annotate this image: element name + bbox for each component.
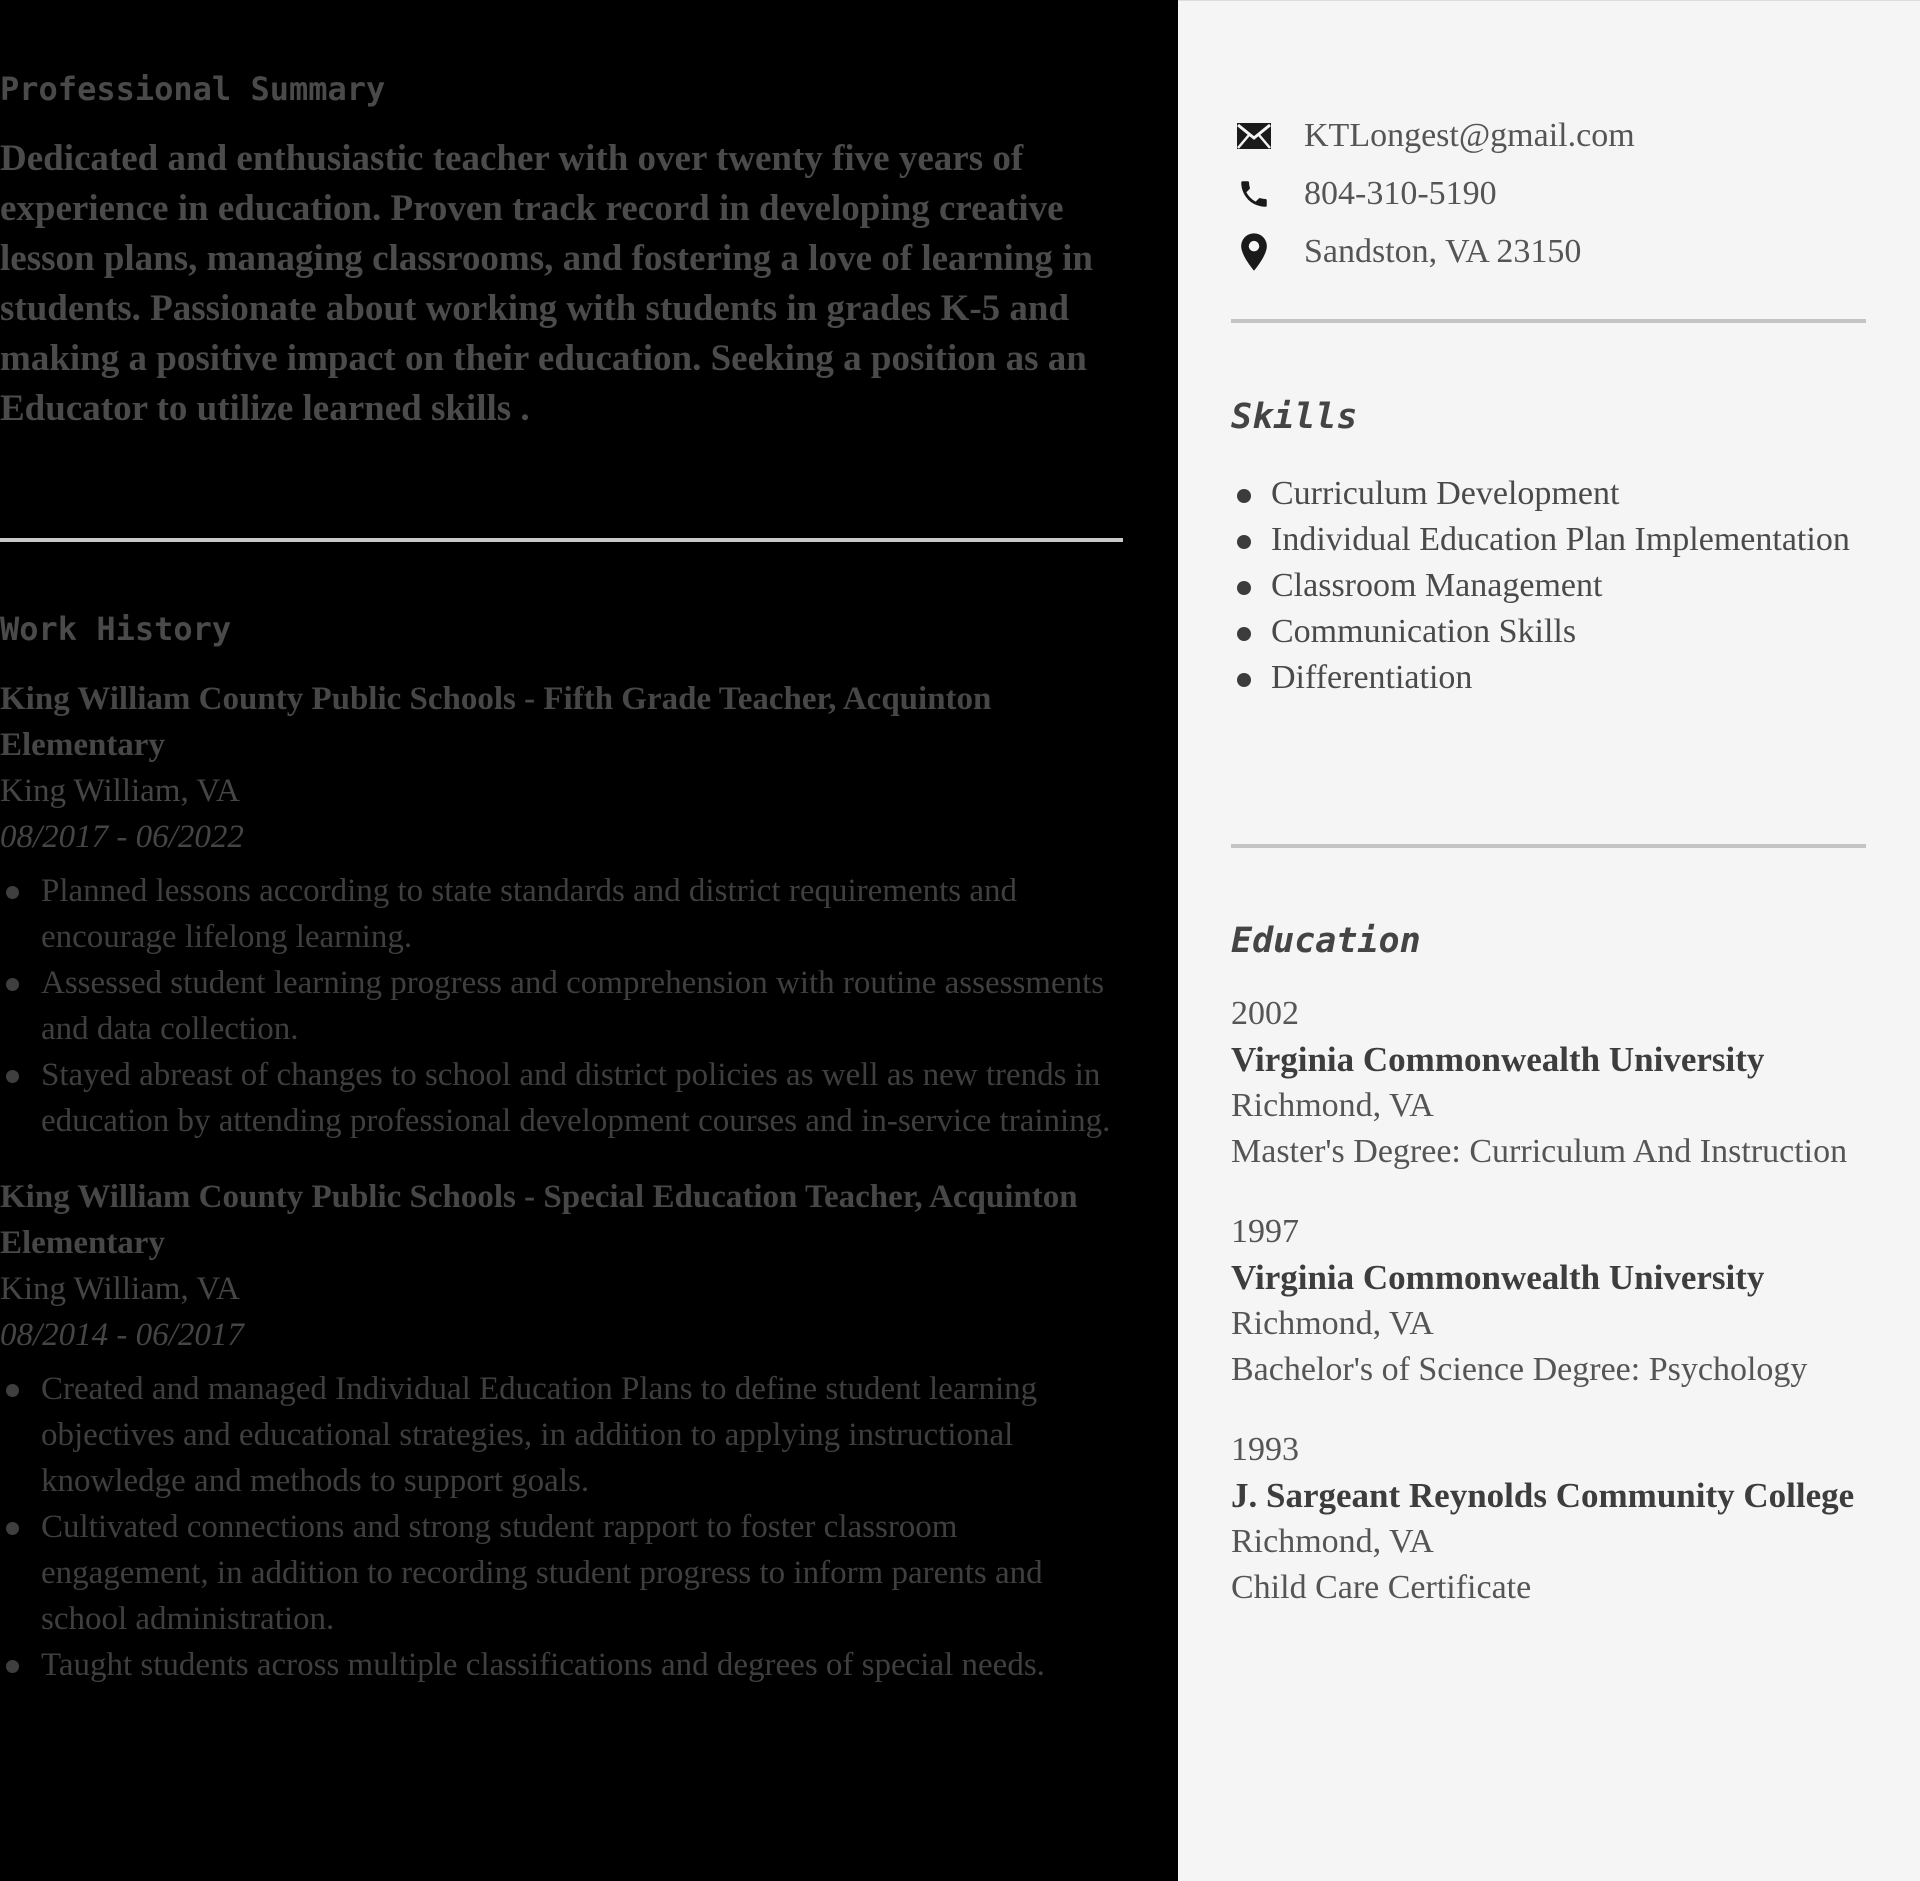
education-entry	[1231, 991, 1881, 1175]
education-location: Richmond, VA	[1231, 1305, 1434, 1342]
job-entry	[0, 1174, 1120, 1688]
job-duties-list	[0, 1366, 1120, 1688]
education-year: 1997	[1231, 1213, 1299, 1250]
contact-email-row	[1234, 107, 1635, 165]
job-duties-list	[0, 868, 1120, 1144]
skills-heading: Skills	[1231, 397, 1358, 437]
contact-info	[1234, 107, 1635, 281]
summary-heading: Professional Summary	[0, 70, 386, 108]
skills-list	[1231, 471, 1871, 701]
skills-section	[1231, 397, 1871, 701]
phone-icon	[1234, 174, 1274, 214]
education-section	[1231, 921, 1881, 1611]
skill-item: Communication Skills	[1231, 609, 1871, 655]
education-school: J. Sargeant Reynolds Community College	[1231, 1476, 1855, 1515]
job-location: King William, VA	[0, 1271, 240, 1307]
section-divider	[1231, 844, 1866, 848]
education-degree: Bachelor's of Science Degree: Psychology	[1231, 1351, 1808, 1388]
education-location: Richmond, VA	[1231, 1523, 1434, 1560]
email-link[interactable]: KTLongest@gmail.com	[1304, 117, 1635, 154]
education-location: Richmond, VA	[1231, 1087, 1434, 1124]
skill-item: Differentiation	[1231, 655, 1871, 701]
education-school: Virginia Commonwealth University	[1231, 1258, 1765, 1297]
address: Sandston, VA 23150	[1304, 233, 1582, 270]
envelope-icon	[1234, 116, 1274, 156]
education-degree: Child Care Certificate	[1231, 1569, 1532, 1606]
summary-text: Dedicated and enthusiastic teacher with over twenty five years of experience in education. Proven track record in developing creative lesson plans, managing classrooms, and fostering a love of learning in students. Passionate about working with students in grades K-5 and making a positive impact on their education. Seeking a position as an Educator to utilize learned skills .	[0, 138, 1093, 429]
job-duty: Cultivated connections and strong student rapport to foster classroom engagement, in addition to recording student progress to inform parents and school administration.	[0, 1504, 1120, 1642]
education-entry	[1231, 1427, 1881, 1611]
job-entry	[0, 676, 1120, 1144]
work-history-section	[0, 610, 1120, 1688]
phone-number: 804-310-5190	[1304, 175, 1497, 212]
job-dates: 08/2017 - 06/2022	[0, 819, 244, 855]
job-duty: Taught students across multiple classifications and degrees of special needs.	[0, 1642, 1120, 1688]
education-year: 2002	[1231, 995, 1299, 1032]
job-dates: 08/2014 - 06/2017	[0, 1317, 244, 1353]
sidebar-column	[1178, 0, 1920, 1881]
education-entry	[1231, 1209, 1881, 1393]
job-duty: Assessed student learning progress and comprehension with routine assessments and data collection.	[0, 960, 1120, 1052]
skill-item: Individual Education Plan Implementation	[1231, 517, 1871, 563]
job-duty: Planned lessons according to state standards and district requirements and encourage lifelong learning.	[0, 868, 1120, 960]
location-pin-icon	[1234, 232, 1274, 272]
section-divider	[1231, 319, 1866, 323]
education-degree: Master's Degree: Curriculum And Instruction	[1231, 1133, 1848, 1170]
job-location: King William, VA	[0, 773, 240, 809]
contact-phone-row	[1234, 165, 1635, 223]
education-school: Virginia Commonwealth University	[1231, 1040, 1765, 1079]
contact-address-row	[1234, 223, 1635, 281]
education-year: 1993	[1231, 1431, 1299, 1468]
skill-item: Curriculum Development	[1231, 471, 1871, 517]
job-duty: Created and managed Individual Education Plans to define student learning objectives and educational strategies, in addition to applying instructional knowledge and methods to support goals.	[0, 1366, 1120, 1504]
job-title: King William County Public Schools - Special Education Teacher, Acquinton Elementary	[0, 1179, 1078, 1261]
skill-item: Classroom Management	[1231, 563, 1871, 609]
section-divider	[0, 538, 1123, 542]
professional-summary-section	[0, 70, 1120, 434]
job-title: King William County Public Schools - Fifth Grade Teacher, Acquinton Elementary	[0, 681, 992, 763]
work-history-heading: Work History	[0, 610, 232, 648]
job-duty: Stayed abreast of changes to school and district policies as well as new trends in education by attending professional development courses and in-service training.	[0, 1052, 1120, 1144]
education-heading: Education	[1231, 921, 1421, 961]
